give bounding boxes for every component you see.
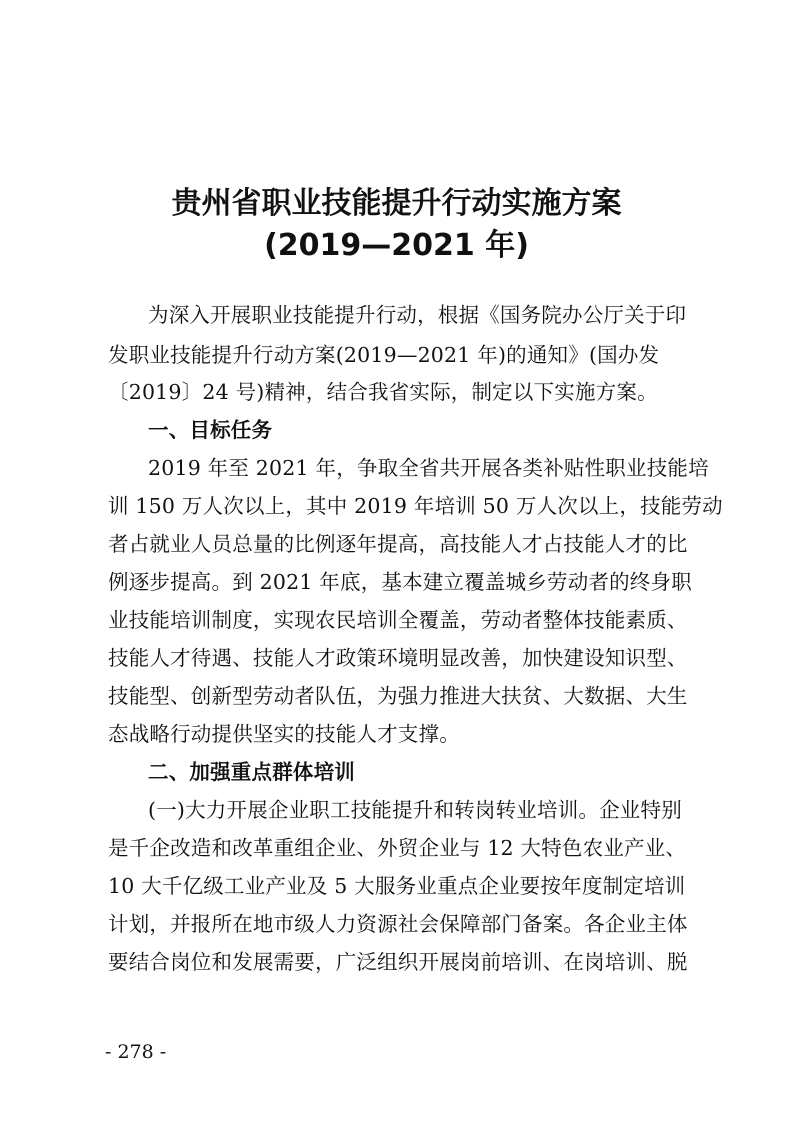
paragraph-line: 态战略行动提供坚实的技能人才支撑。: [108, 722, 460, 746]
paragraph-line: 者占就业人员总量的比例逐年提高，高技能人才占技能人才的比: [108, 532, 688, 556]
paragraph-line: 业技能培训制度，实现农民培训全覆盖，劳动者整体技能素质、: [108, 608, 688, 632]
paragraph-line: 计划，并报所在地市级人力资源社会保障部门备案。各企业主体: [108, 912, 688, 936]
paragraph-line: 要结合岗位和发展需要，广泛组织开展岗前培训、在岗培训、脱: [108, 950, 688, 974]
section-heading-goals: 一、目标任务: [148, 418, 273, 442]
intro-line: 〔2019〕24 号)精神，结合我省实际，制定以下实施方案。: [108, 380, 658, 404]
paragraph-line: 例逐步提高。到 2021 年底，基本建立覆盖城乡劳动者的终身职: [108, 570, 692, 594]
paragraph-line: 训 150 万人次以上，其中 2019 年培训 50 万人次以上，技能劳动: [108, 494, 723, 518]
document-title: 贵州省职业技能提升行动实施方案: [171, 186, 622, 221]
paragraph-line: 技能人才待遇、技能人才政策环境明显改善，加快建设知识型、: [108, 646, 688, 670]
paragraph-line: 10 大千亿级工业产业及 5 大服务业重点企业要按年度制定培训: [108, 874, 686, 898]
section-heading-training: 二、加强重点群体培训: [148, 760, 355, 784]
paragraph-line: 2019 年至 2021 年，争取全省共开展各类补贴性职业技能培: [148, 456, 709, 480]
page-number: - 278 -: [105, 1041, 167, 1063]
intro-line: 发职业技能提升行动方案(2019—2021 年)的通知》(国办发: [108, 343, 660, 367]
document-subtitle-years: (2019—2021 年): [264, 228, 529, 263]
paragraph-line: 技能型、创新型劳动者队伍，为强力推进大扶贫、大数据、大生: [108, 684, 688, 708]
intro-line: 为深入开展职业技能提升行动，根据《国务院办公厅关于印: [148, 303, 687, 327]
paragraph-line: (一)大力开展企业职工技能提升和转岗转业培训。企业特别: [148, 798, 682, 822]
paragraph-line: 是千企改造和改革重组企业、外贸企业与 12 大特色农业产业、: [108, 836, 687, 860]
